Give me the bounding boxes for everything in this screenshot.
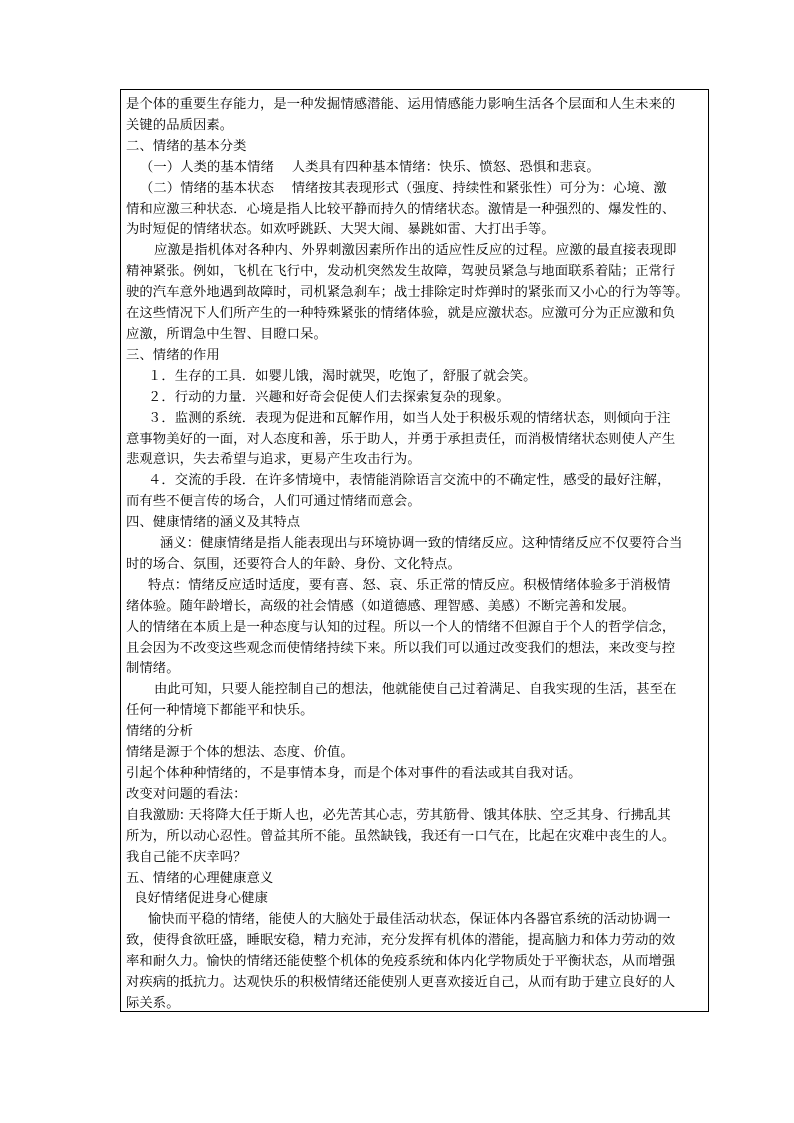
- text-line: 应激，所谓急中生智、目瞪口呆。: [126, 326, 327, 342]
- text-line: 致，使得食欲旺盛，睡眠安稳，精力充沛，充分发挥有机体的潜能，提高脑力和体力劳动的效: [126, 933, 676, 949]
- text-line: 际关系。: [126, 995, 180, 1011]
- text-line: 而有些不便言传的场合，人们可通过情绪而意会。: [126, 494, 421, 510]
- text-line: 五、情绪的心理健康意义: [126, 870, 274, 886]
- document-body: [126, 95, 706, 1015]
- text-line: 引起个体种种情绪的，不是事情本身，而是个体对事件的看法或其自我对话。: [126, 766, 582, 781]
- text-line: ２．行动的力量．兴趣和好奇会促使人们去探索复杂的现象。: [148, 389, 510, 405]
- text-line: 精神紧张。例如，飞机在飞行中，发动机突然发生故障，驾驶员紧急与地面联系着陆；正常行: [126, 264, 676, 280]
- text-line: 人的情绪在本质上是一种态度与认知的过程。所以一个人的情绪不但源自于个人的哲学信念，: [126, 619, 676, 635]
- text-line: 且会因为不改变这些观念而使情绪持续下来。所以我们可以通过改变我们的想法，来改变与控: [126, 640, 676, 656]
- text-line: 关键的品质因素。: [126, 117, 234, 133]
- text-line: 意事物美好的一面，对人态度和善，乐于助人，并勇于承担责任，而消极情绪状态则使人产生: [126, 431, 676, 447]
- text-line: 在这些情况下人们所产生的一种特殊紧张的情绪体验，就是应激状态。应激可分为正应激和负: [126, 306, 676, 322]
- text-line: 由此可知，只要人能控制自己的想法，他就能使自己过着满足、自我实现的生活，甚至在: [154, 682, 677, 698]
- text-line: 情绪的分析: [126, 724, 193, 740]
- text-line: 三、情绪的作用: [126, 347, 220, 363]
- text-line: 所为，所以动心忍性。曾益其所不能。虽然缺钱，我还有一口气在，比起在灾难中丧生的人。: [126, 828, 676, 844]
- text-line: 良好情绪促进身心健康: [134, 891, 268, 907]
- text-line: （一）人类的基本情绪 人类具有四种基本情绪：快乐、愤怒、恐惧和悲哀。: [140, 159, 600, 175]
- text-line: 率和耐久力。愉快的情绪还能使整个机体的免疫系统和体内化学物质处于平衡状态，从而增强: [126, 954, 676, 970]
- text-line: 应激是指机体对各种内、外界刺激因素所作出的适应性反应的过程。应激的最直接表现即: [154, 243, 677, 259]
- text-line: 自我激励: 天将降大任于斯人也，必先苦其心志，劳其筋骨、饿其体肤、空乏其身、行拂乱其: [126, 807, 671, 823]
- text-line: 对疾病的抵抗力。达观快乐的积极情绪还能使别人更喜欢接近自己，从而有助于建立良好的人: [126, 975, 676, 991]
- text-line: 制情绪。: [126, 661, 180, 677]
- text-line: 四、健康情绪的涵义及其特点: [126, 515, 301, 531]
- text-line: 我自己能不庆幸吗？: [126, 849, 247, 865]
- text-line: 改变对问题的看法：: [126, 786, 247, 802]
- text-line: 情和应激三种状态．心境是指人比较平静而持久的情绪状态。激情是一种强烈的、爆发性的、: [126, 201, 676, 217]
- text-line: 涵义：健康情绪是指人能表现出与环境协调一致的情绪反应。这种情绪反应不仅要符合当: [160, 536, 683, 552]
- text-line: 愉快而平稳的情绪，能使人的大脑处于最佳活动状态，保证体内各器官系统的活动协调一: [148, 912, 671, 928]
- text-line: 情绪是源于个体的想法、态度、价值。: [126, 745, 354, 761]
- text-line: 悲观意识，失去希望与追求，更易产生攻击行为。: [126, 452, 421, 468]
- text-line: ４．交流的手段．在许多情境中，表情能消除语言交流中的不确定性，感受的最好注解，: [148, 473, 671, 489]
- text-line: 任何一种情境下都能平和快乐。: [126, 703, 314, 719]
- text-line: 二、情绪的基本分类: [126, 138, 247, 154]
- text-line: ３．监测的系统．表现为促进和瓦解作用，如当人处于积极乐观的情绪状态，则倾向于注: [148, 410, 671, 426]
- text-line: 是个体的重要生存能力，是一种发掘情感潜能、运用情感能力影响生活各个层面和人生未来的: [126, 97, 676, 112]
- text-line: （二）情绪的基本状态 情绪按其表现形式（强度、持续性和紧张性）可分为：心境、激: [140, 180, 667, 196]
- text-line: 特点：情绪反应适时适度，要有喜、怒、哀、乐正常的情反应。积极情绪体验多于消极情: [148, 577, 671, 593]
- text-line: 绪体验。随年龄增长，高级的社会情感（如道德感、理智感、美感）不断完善和发展。: [126, 598, 636, 614]
- text-line: 时的场合、氛围，还要符合人的年龄、身份、文化特点。: [126, 556, 461, 572]
- text-line: １．生存的工具．如婴儿饿，渴时就哭，吃饱了，舒服了就会笑。: [148, 368, 537, 384]
- text-line: 驶的汽车意外地遇到故障时，司机紧急刹车；战士排除定时炸弹时的紧张而又小心的行为等等。: [126, 285, 689, 301]
- text-line: 为时短促的情绪状态。如欢呼跳跃、大哭大闹、暴跳如雷、大打出手等。: [126, 222, 555, 238]
